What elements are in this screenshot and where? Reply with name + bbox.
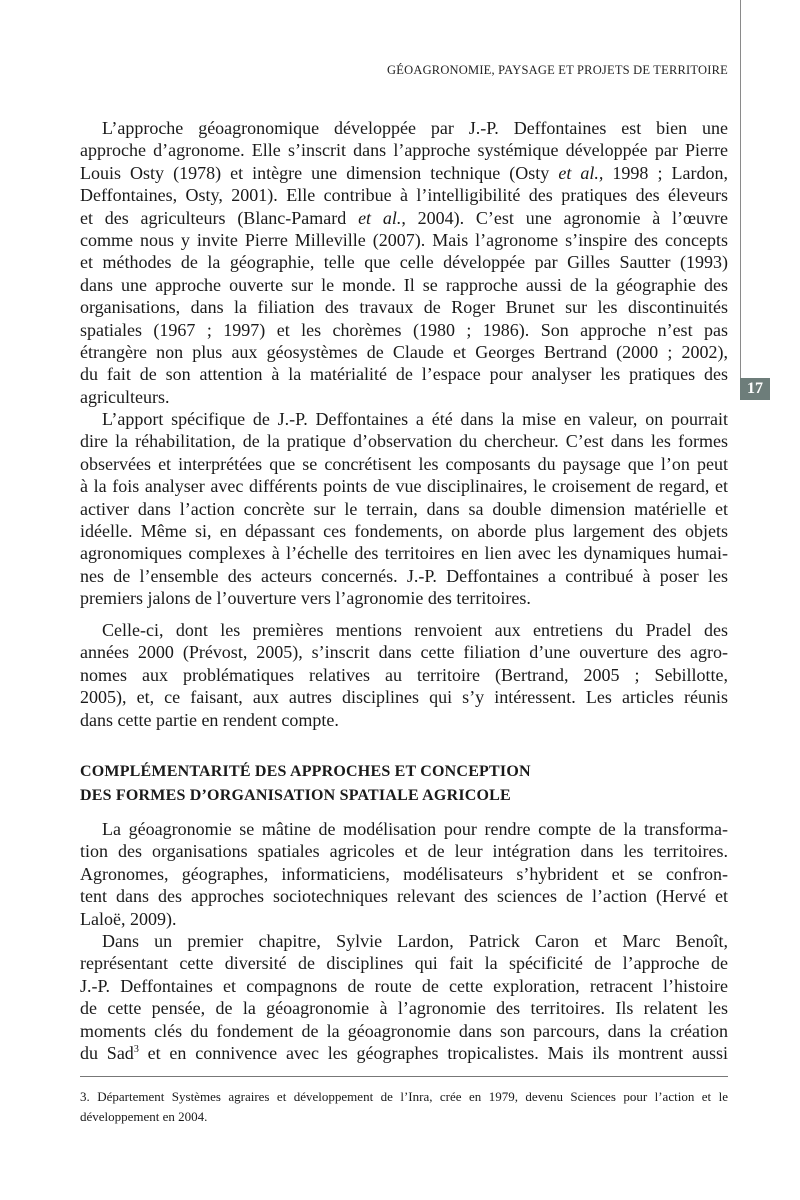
text-line (80, 1042, 728, 1064)
text-line: L’apport spécifique de J.-P. Deffontaines a été dans la mise en valeur, on pourrait (102, 409, 728, 429)
text-line: de cette pensée, de la géoagronomie à l’agronomie des territoires. Ils relatent les (80, 998, 728, 1019)
footnote-line: 3. Département Systèmes agraires et développement de l’Inra, crée en 1979, devenu Sciences pour l’action et le (80, 1089, 728, 1104)
text-line: tion des organisations spatiales agricoles et de leur intégration dans les territoires. (80, 841, 728, 862)
paragraph (80, 619, 728, 731)
text-line: Dans un premier chapitre, Sylvie Lardon, Patrick Caron et Marc Benoît, (102, 931, 728, 951)
text-line: activer dans l’action concrète sur le terrain, dans sa double dimension matérielle et (80, 498, 728, 519)
heading-line: COMPLÉMENTARITÉ DES APPROCHES ET CONCEPTION (80, 763, 531, 780)
text-line: Agronomes, géographes, informaticiens, modélisateurs s’hybrident et se confron- (80, 863, 728, 884)
text-segment: et en connivence avec les géographes tropicalistes. Mais ils montrent aussi (138, 1042, 729, 1063)
page-number: 17 (740, 378, 770, 400)
text-line: années 2000 (Prévost, 2005), s’inscrit dans cette filiation d’une ouverture des agro- (80, 642, 728, 663)
text-line: Laloë, 2009). (80, 908, 177, 929)
text-line: dans cette partie en rendent compte. (80, 709, 339, 730)
text-line: et méthodes de la géographie, telle que celle développée par Gilles Sautter (1993) (80, 252, 728, 273)
text-line: J.-P. Deffontaines et compagnons de route de cette exploration, retracent l’histoire (80, 975, 728, 996)
text-line: du fait de son attention à la matérialité de l’espace pour analyser les pratiques des (80, 364, 728, 385)
text-line: observées et interprétées que se concrétisent les composants du paysage que l’on peut (80, 453, 728, 474)
text-line: agronomiques complexes à l’échelle des territoires en lien avec les dynamiques humai- (80, 543, 728, 564)
italic-text: et al. (358, 207, 402, 228)
text-line: nomes aux problématiques relatives au territoire (Bertrand, 2005 ; Sebillotte, (80, 664, 728, 685)
text-line: tent dans des approches sociotechniques relevant des sciences de l’action (Hervé et (80, 886, 728, 907)
text-line: à la fois analyser avec différents points de vue disciplinaires, le croisement de regard, et (80, 476, 728, 497)
text-line (80, 162, 728, 184)
paragraph (80, 930, 728, 1064)
running-head: GÉOAGRONOMIE, PAYSAGE ET PROJETS DE TERRITOIRE (387, 63, 728, 77)
footnote-rule (80, 1076, 728, 1077)
text-line: moments clés du fondement de la géoagronomie dans son parcours, dans la création (80, 1020, 728, 1041)
margin-rule (740, 0, 741, 378)
text-line: organisations, dans la filiation des travaux de Roger Brunet sur les discontinuités (80, 297, 728, 318)
heading-line: DES FORMES D’ORGANISATION SPATIALE AGRICOLE (80, 787, 511, 804)
text-line: nes de l’ensemble des acteurs concernés. J.-P. Deffontaines a contribué à poser les (80, 565, 728, 586)
paragraph (80, 117, 728, 408)
text-line: étrangère non plus aux géosystèmes de Claude et Georges Bertrand (2000 ; 2002), (80, 341, 728, 362)
text-line: représentant cette diversité de disciplines qui fait la spécificité de l’approche de (80, 953, 728, 974)
footnote-ref: 3 (133, 1043, 139, 1055)
text-line: Deffontaines, Osty, 2001). Elle contribue à l’intelligibilité des pratiques des éleveurs (80, 185, 728, 206)
text-segment: et des agriculteurs (Blanc-Pamard (80, 207, 359, 228)
text-line (80, 207, 728, 229)
text-line: idéelle. Même si, en dépassant ces fondements, on aborde plus largement des objets (80, 520, 728, 541)
text-line: 2005), et, ce faisant, aux autres disciplines qui s’y intéressent. Les articles réunis (80, 687, 728, 708)
text-line: La géoagronomie se mâtine de modélisation pour rendre compte de la transforma- (102, 819, 728, 839)
footnote-line: développement en 2004. (80, 1109, 208, 1124)
text-segment: , 2004). C’est une agronomie à l’œuvre (401, 207, 728, 228)
text-line: dans une approche ouverte sur le monde. Il se rapproche aussi de la géographie des (80, 274, 728, 295)
text-line: approche d’agronome. Elle s’inscrit dans l’approche systémique développée par Pierre (80, 140, 728, 161)
paragraph (80, 408, 728, 610)
text-line: L’approche géoagronomique développée par J.-P. Deffontaines est bien une (102, 118, 728, 138)
text-line: dire la réhabilitation, de la pratique d’observation du chercheur. C’est dans les formes (80, 431, 728, 452)
text-line: comme nous y invite Pierre Milleville (2007). Mais l’agronome s’inspire des concepts (80, 229, 728, 250)
italic-text: et al., (558, 162, 604, 183)
text-line: Celle-ci, dont les premières mentions renvoient aux entretiens du Pradel des (102, 620, 728, 640)
text-segment: Louis Osty (1978) et intègre une dimension technique (Osty (80, 162, 559, 183)
text-segment: 1998 ; Lardon, (603, 162, 728, 183)
footnote (80, 1087, 728, 1127)
text-line: premiers jalons de l’ouverture vers l’agronomie des territoires. (80, 588, 531, 609)
paragraph (80, 818, 728, 930)
section-heading (80, 760, 728, 808)
text-line: agriculteurs. (80, 386, 170, 407)
text-line: spatiales (1967 ; 1997) et les chorèmes (1980 ; 1986). Son approche n’est pas (80, 319, 728, 340)
text-segment: du Sad (80, 1042, 134, 1063)
